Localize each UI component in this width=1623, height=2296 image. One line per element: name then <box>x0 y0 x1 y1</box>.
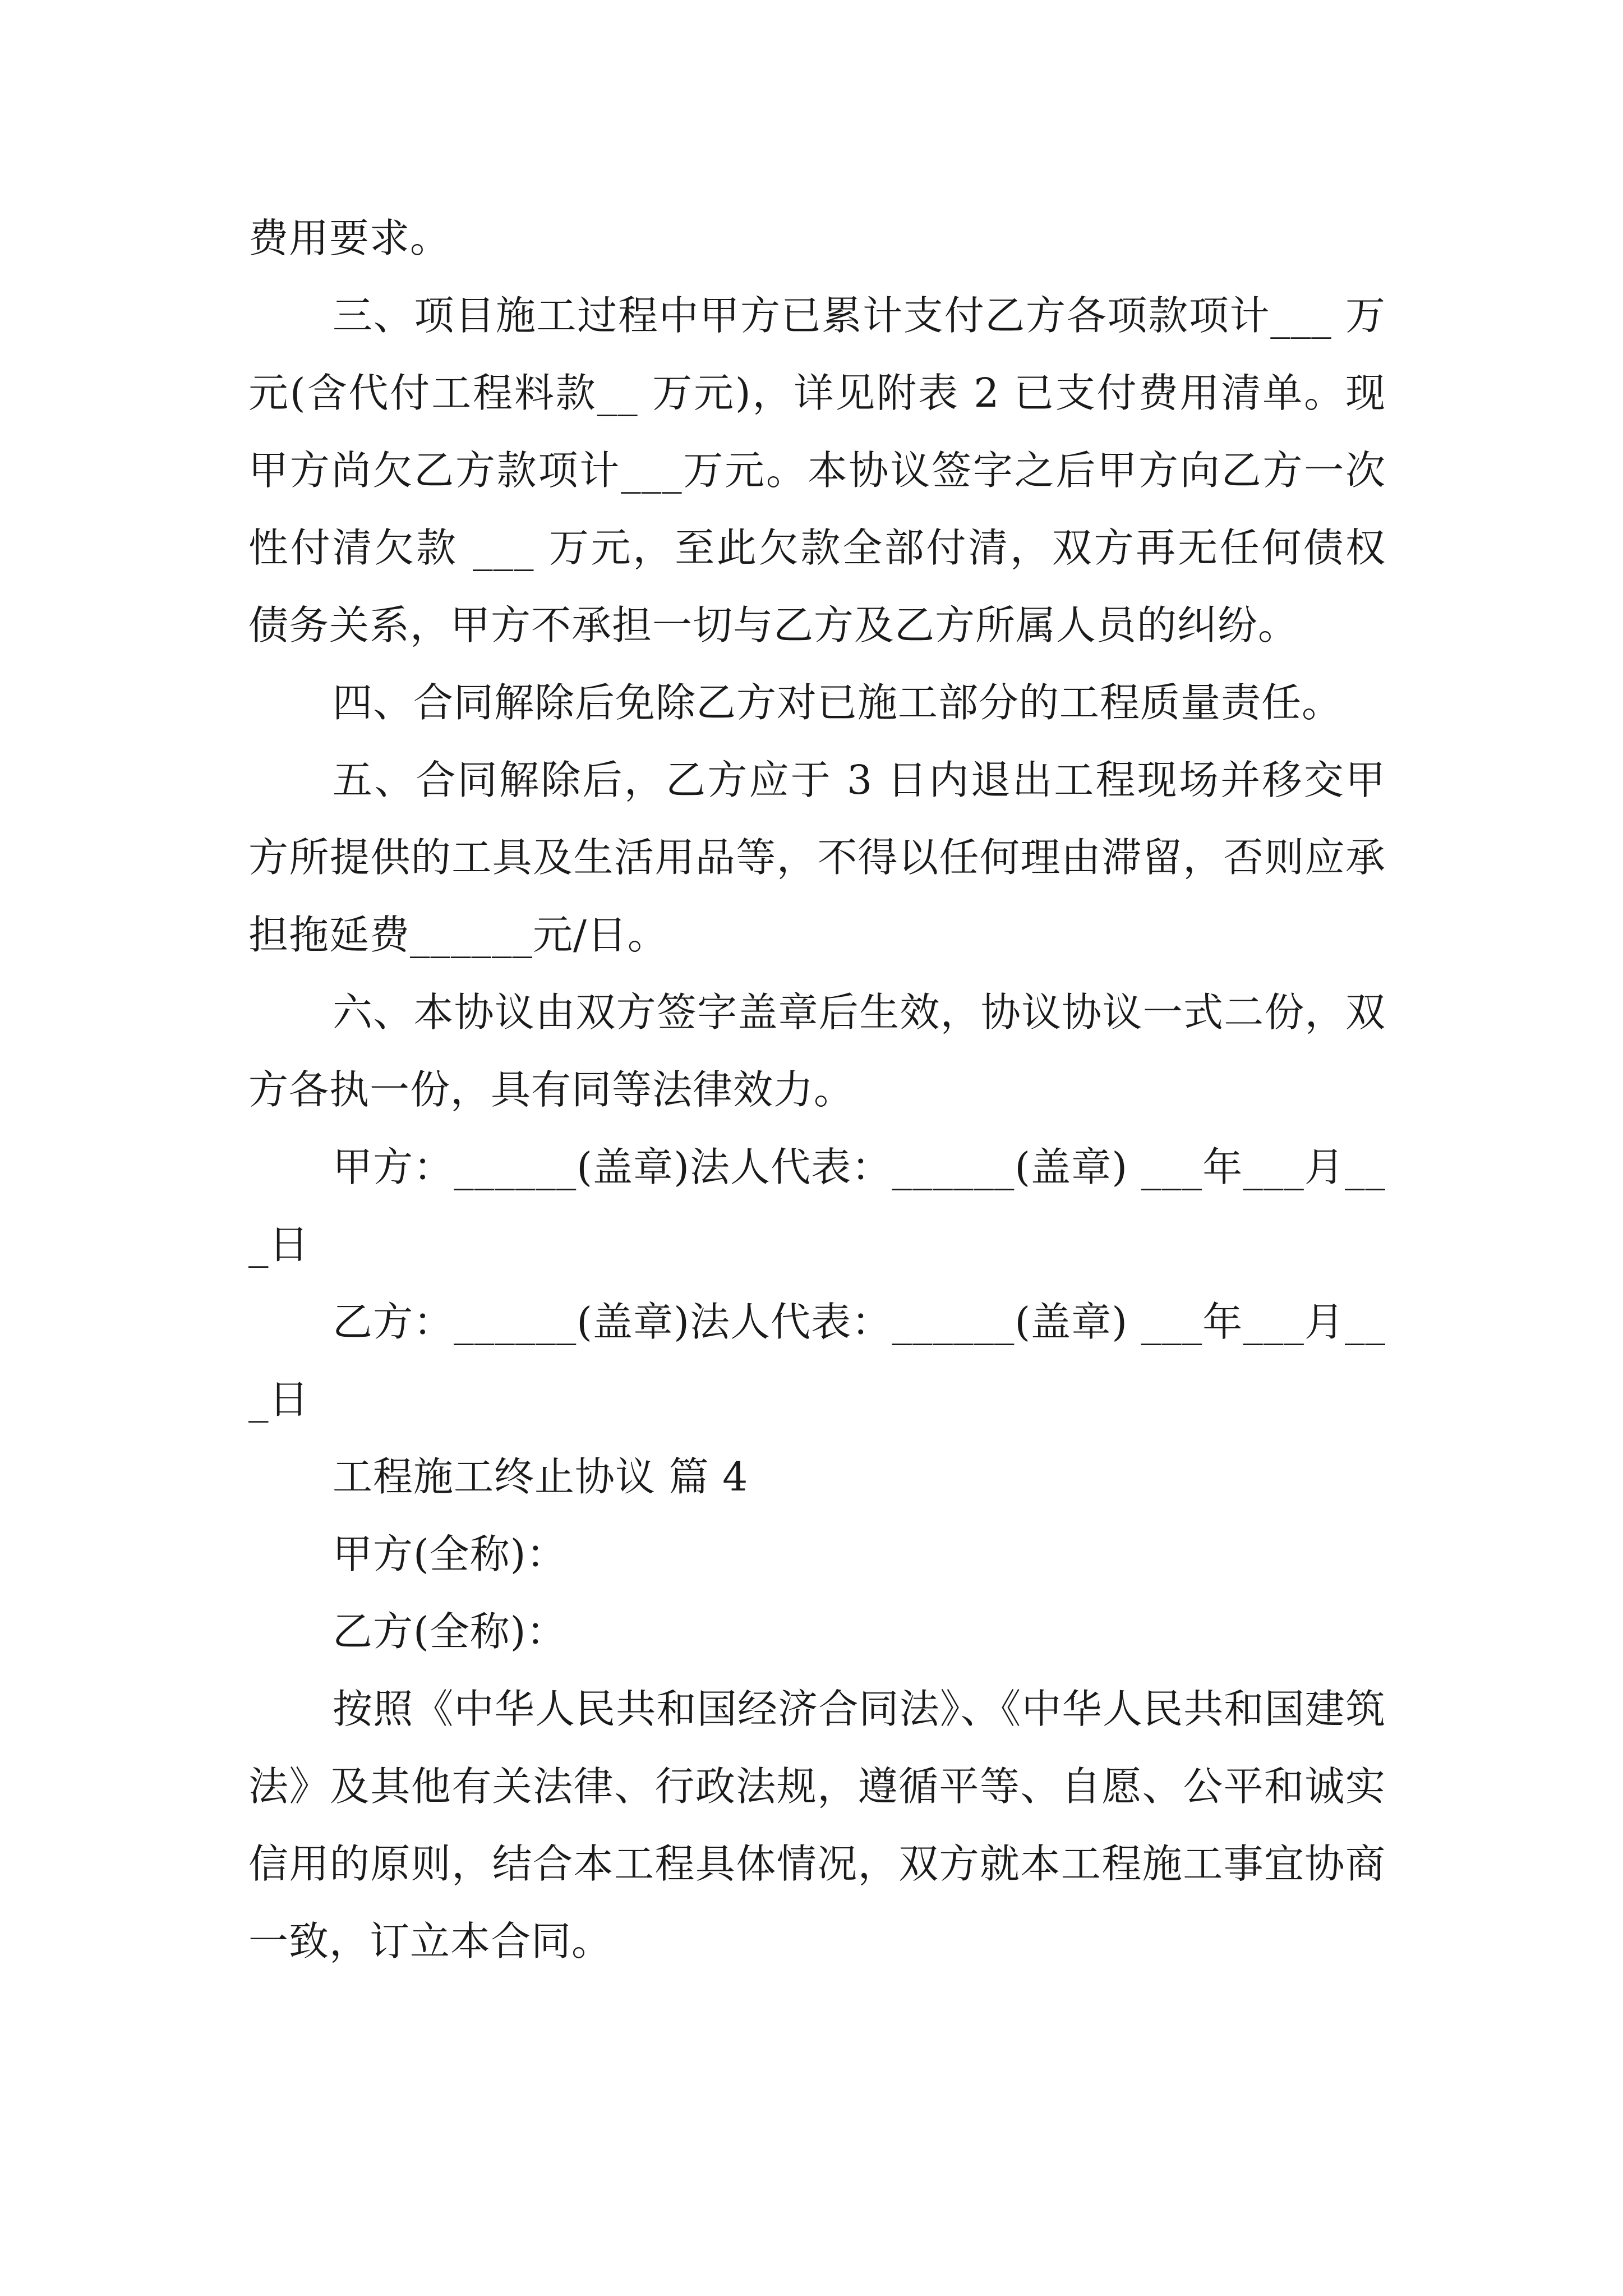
document-body <box>248 200 1386 1980</box>
paragraph-clause-4-quality: 四、合同解除后免除乙方对已施工部分的工程质量责任。 <box>333 679 1343 726</box>
signature-line-party-a: 甲方：______(盖章)法人代表：______(盖章) ___年___月___日 <box>248 1144 1386 1268</box>
signature-line-party-b: 乙方：______(盖章)法人代表：______(盖章) ___年___月___日 <box>248 1299 1386 1423</box>
paragraph-clause-3-payment: 三、项目施工过程中甲方已累计支付乙方各项款项计___ 万元(含代付工程料款__ 万元)，详见附表 2 已支付费用清单。现甲方尚欠乙方款项计___万元。本协议签字之后甲方向乙方一次性付清欠款 ___ 万元，至此欠款全部付清，双方再无任何债权债务关系，甲方不承担一切与乙方及乙方所属人员的纠纷。 <box>248 292 1386 648</box>
paragraph-legal-basis: 按照《中华人民共和国经济合同法》、《中华人民共和国建筑法》及其他有关法律、行政法规，遵循平等、自愿、公平和诚实信用的原则，结合本工程具体情况，双方就本工程施工事宜协商一致，订立本合同。 <box>248 1686 1386 1964</box>
paragraph-clause-5-exit-site: 五、合同解除后，乙方应于 3 日内退出工程现场并移交甲方所提供的工具及生活用品等，不得以任何理由滞留，否则应承担拖延费______元/日。 <box>248 757 1386 958</box>
paragraph-clause-6-effect: 六、本协议由双方签字盖章后生效，协议协议一式二份，双方各执一份，具有同等法律效力。 <box>248 989 1386 1113</box>
paragraph-fee-requirement-end: 费用要求。 <box>248 215 451 261</box>
party-b-full-name: 乙方(全称)： <box>333 1608 567 1655</box>
party-a-full-name: 甲方(全称)： <box>333 1531 567 1577</box>
section-heading-agreement-4: 工程施工终止协议 篇 4 <box>333 1453 749 1500</box>
